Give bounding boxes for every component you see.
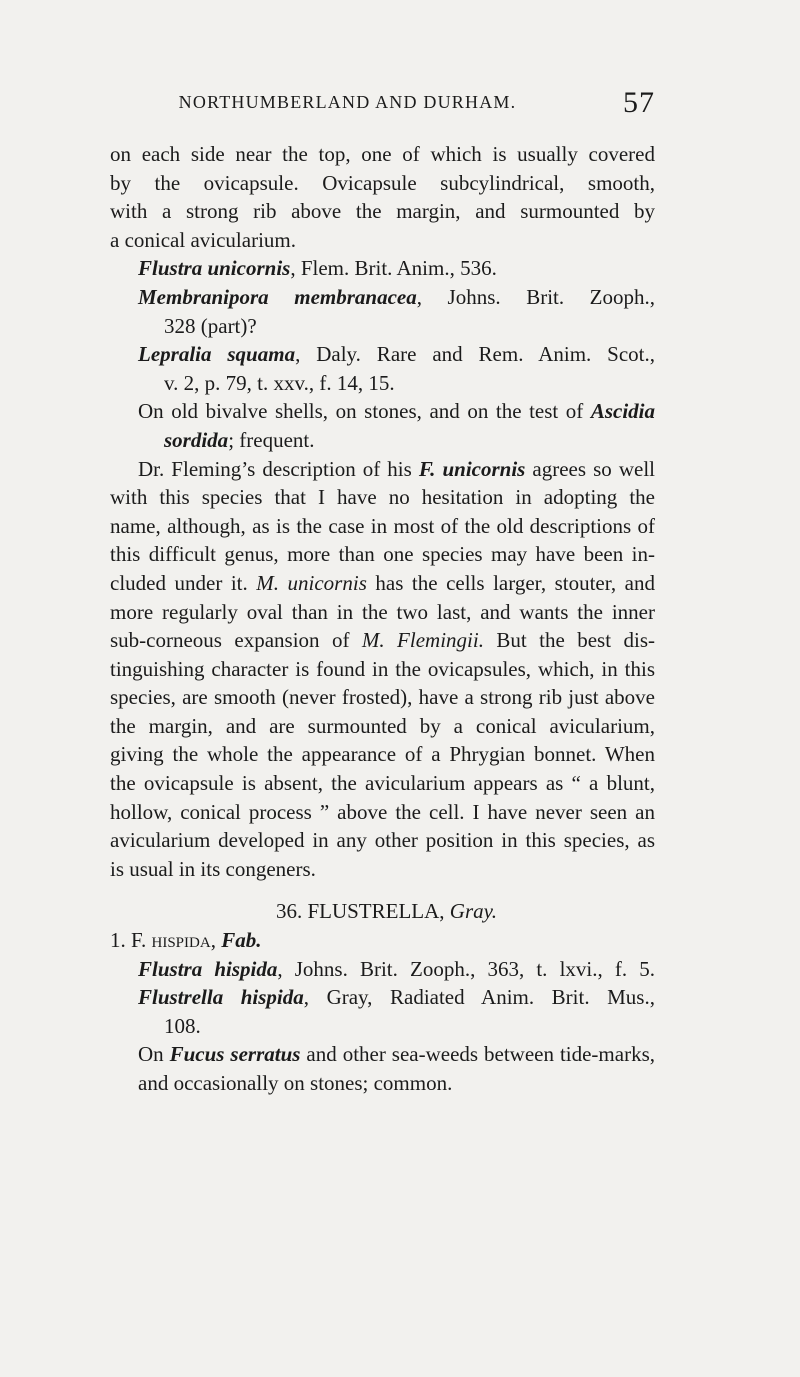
taxon-name: M. unicornis: [256, 570, 367, 595]
synonym-reference: [110, 340, 655, 369]
habitat-note: [110, 1040, 655, 1069]
habitat-note-continuation: and occasionally on stones; common.: [138, 1071, 453, 1095]
taxon-name: Flustrella hispida: [138, 985, 304, 1010]
synonym-reference: [110, 983, 655, 1012]
paragraph-line: with this species that I have no hesitation in adopting the: [110, 485, 655, 510]
genus-heading: [110, 897, 655, 926]
citation: , Johns. Brit. Zooph., 363, t. lxvi., f. 5.: [277, 956, 655, 981]
text-segment: Dr. Fleming’s description of his: [138, 456, 419, 481]
synonym-reference: [110, 955, 655, 984]
paragraph-line: this difficult genus, more than one species may have been in-: [110, 542, 655, 567]
habitat-text: and other sea-weeds between tide-marks,: [300, 1042, 655, 1067]
paragraph-line: tinguishing character is found in the ovicapsules, which, in this: [110, 656, 655, 681]
habitat-text: On old bivalve shells, on stones, and on the test of: [138, 399, 591, 424]
taxon-name: Lepralia squama: [138, 342, 296, 367]
habitat-text: ; frequent.: [228, 427, 315, 452]
page-body: [110, 140, 655, 1098]
taxon-name: Membranipora membranacea: [138, 284, 417, 309]
species-name: hispida: [151, 928, 211, 953]
text-segment: agrees so well: [525, 456, 655, 481]
taxon-name: Ascidia: [590, 399, 655, 424]
synonym-reference: [110, 283, 655, 312]
running-head: NORTHUMBERLAND AND DURHAM.: [178, 92, 517, 112]
paragraph-line: hollow, conical process ” above the cell. I have never seen an: [110, 799, 655, 824]
taxon-name: Flustra unicornis: [138, 256, 291, 281]
text-line: by the ovicapsule. Ovicapsule subcylindrical, smooth,: [110, 170, 655, 195]
citation: , Daly. Rare and Rem. Anim. Scot.,: [295, 342, 656, 367]
taxon-name: Flustra hispida: [138, 956, 278, 981]
paragraph-line: species, are smooth (never frosted), have a strong rib just above: [110, 685, 655, 710]
paragraph-line: [110, 626, 655, 655]
page-number: 57: [623, 86, 655, 119]
paragraph-line: the ovicapsule is absent, the avicularium appears as “ a blunt,: [110, 771, 655, 796]
citation: , Gray, Radiated Anim. Brit. Mus.,: [303, 985, 655, 1010]
taxon-name: M. Flemingii.: [361, 628, 484, 653]
taxon-name: Fucus serratus: [169, 1042, 301, 1067]
paragraph-line: the margin, and are surmounted by a conical avicularium,: [110, 713, 655, 738]
taxon-name: sordida: [164, 427, 229, 452]
paragraph-line: avicularium developed in any other position in this species, as: [110, 828, 655, 853]
paragraph-line: name, although, as is the case in most of the old descriptions of: [110, 513, 655, 538]
page-header: [110, 86, 655, 122]
taxon-name: F. unicornis: [418, 456, 526, 481]
citation: , Flem. Brit. Anim., 536.: [290, 256, 497, 281]
paragraph-line: is usual in its congeners.: [110, 856, 316, 881]
text-line: a conical avicularium.: [110, 227, 296, 252]
text-line: on each side near the top, one of which is usually covered: [110, 142, 655, 166]
synonym-reference: [110, 254, 655, 283]
citation-continuation: v. 2, p. 79, t. xxv., f. 14, 15.: [164, 370, 395, 395]
text-segment: ,: [210, 928, 222, 953]
species-number: 1. F.: [110, 928, 152, 953]
citation-continuation: 108.: [164, 1013, 201, 1038]
species-author: Fab.: [221, 928, 262, 953]
text-segment: But the best dis-: [483, 628, 655, 653]
habitat-text: On: [138, 1042, 170, 1067]
paragraph-line: [110, 569, 655, 598]
paragraph-line: giving the whole the appearance of a Phrygian bonnet. When: [110, 742, 655, 767]
section-gap: [110, 883, 655, 897]
genus-author: Gray.: [449, 899, 498, 924]
text-segment: has the cells larger, stouter, and: [366, 570, 655, 595]
habitat-note: [110, 397, 655, 426]
citation-continuation: 328 (part)?: [164, 313, 257, 338]
species-entry: [110, 926, 655, 955]
citation: , Johns. Brit. Zooph.,: [416, 284, 656, 309]
paragraph-line: [110, 455, 655, 484]
text-line: with a strong rib above the margin, and surmounted by: [110, 199, 655, 224]
text-segment: cluded under it.: [110, 570, 257, 595]
habitat-note-continuation: [110, 426, 655, 455]
genus-title: 36. FLUSTRELLA,: [275, 899, 450, 924]
paragraph-line: more regularly oval than in the two last, and wants the inner: [110, 599, 655, 624]
text-segment: sub-corneous expansion of: [110, 628, 362, 653]
